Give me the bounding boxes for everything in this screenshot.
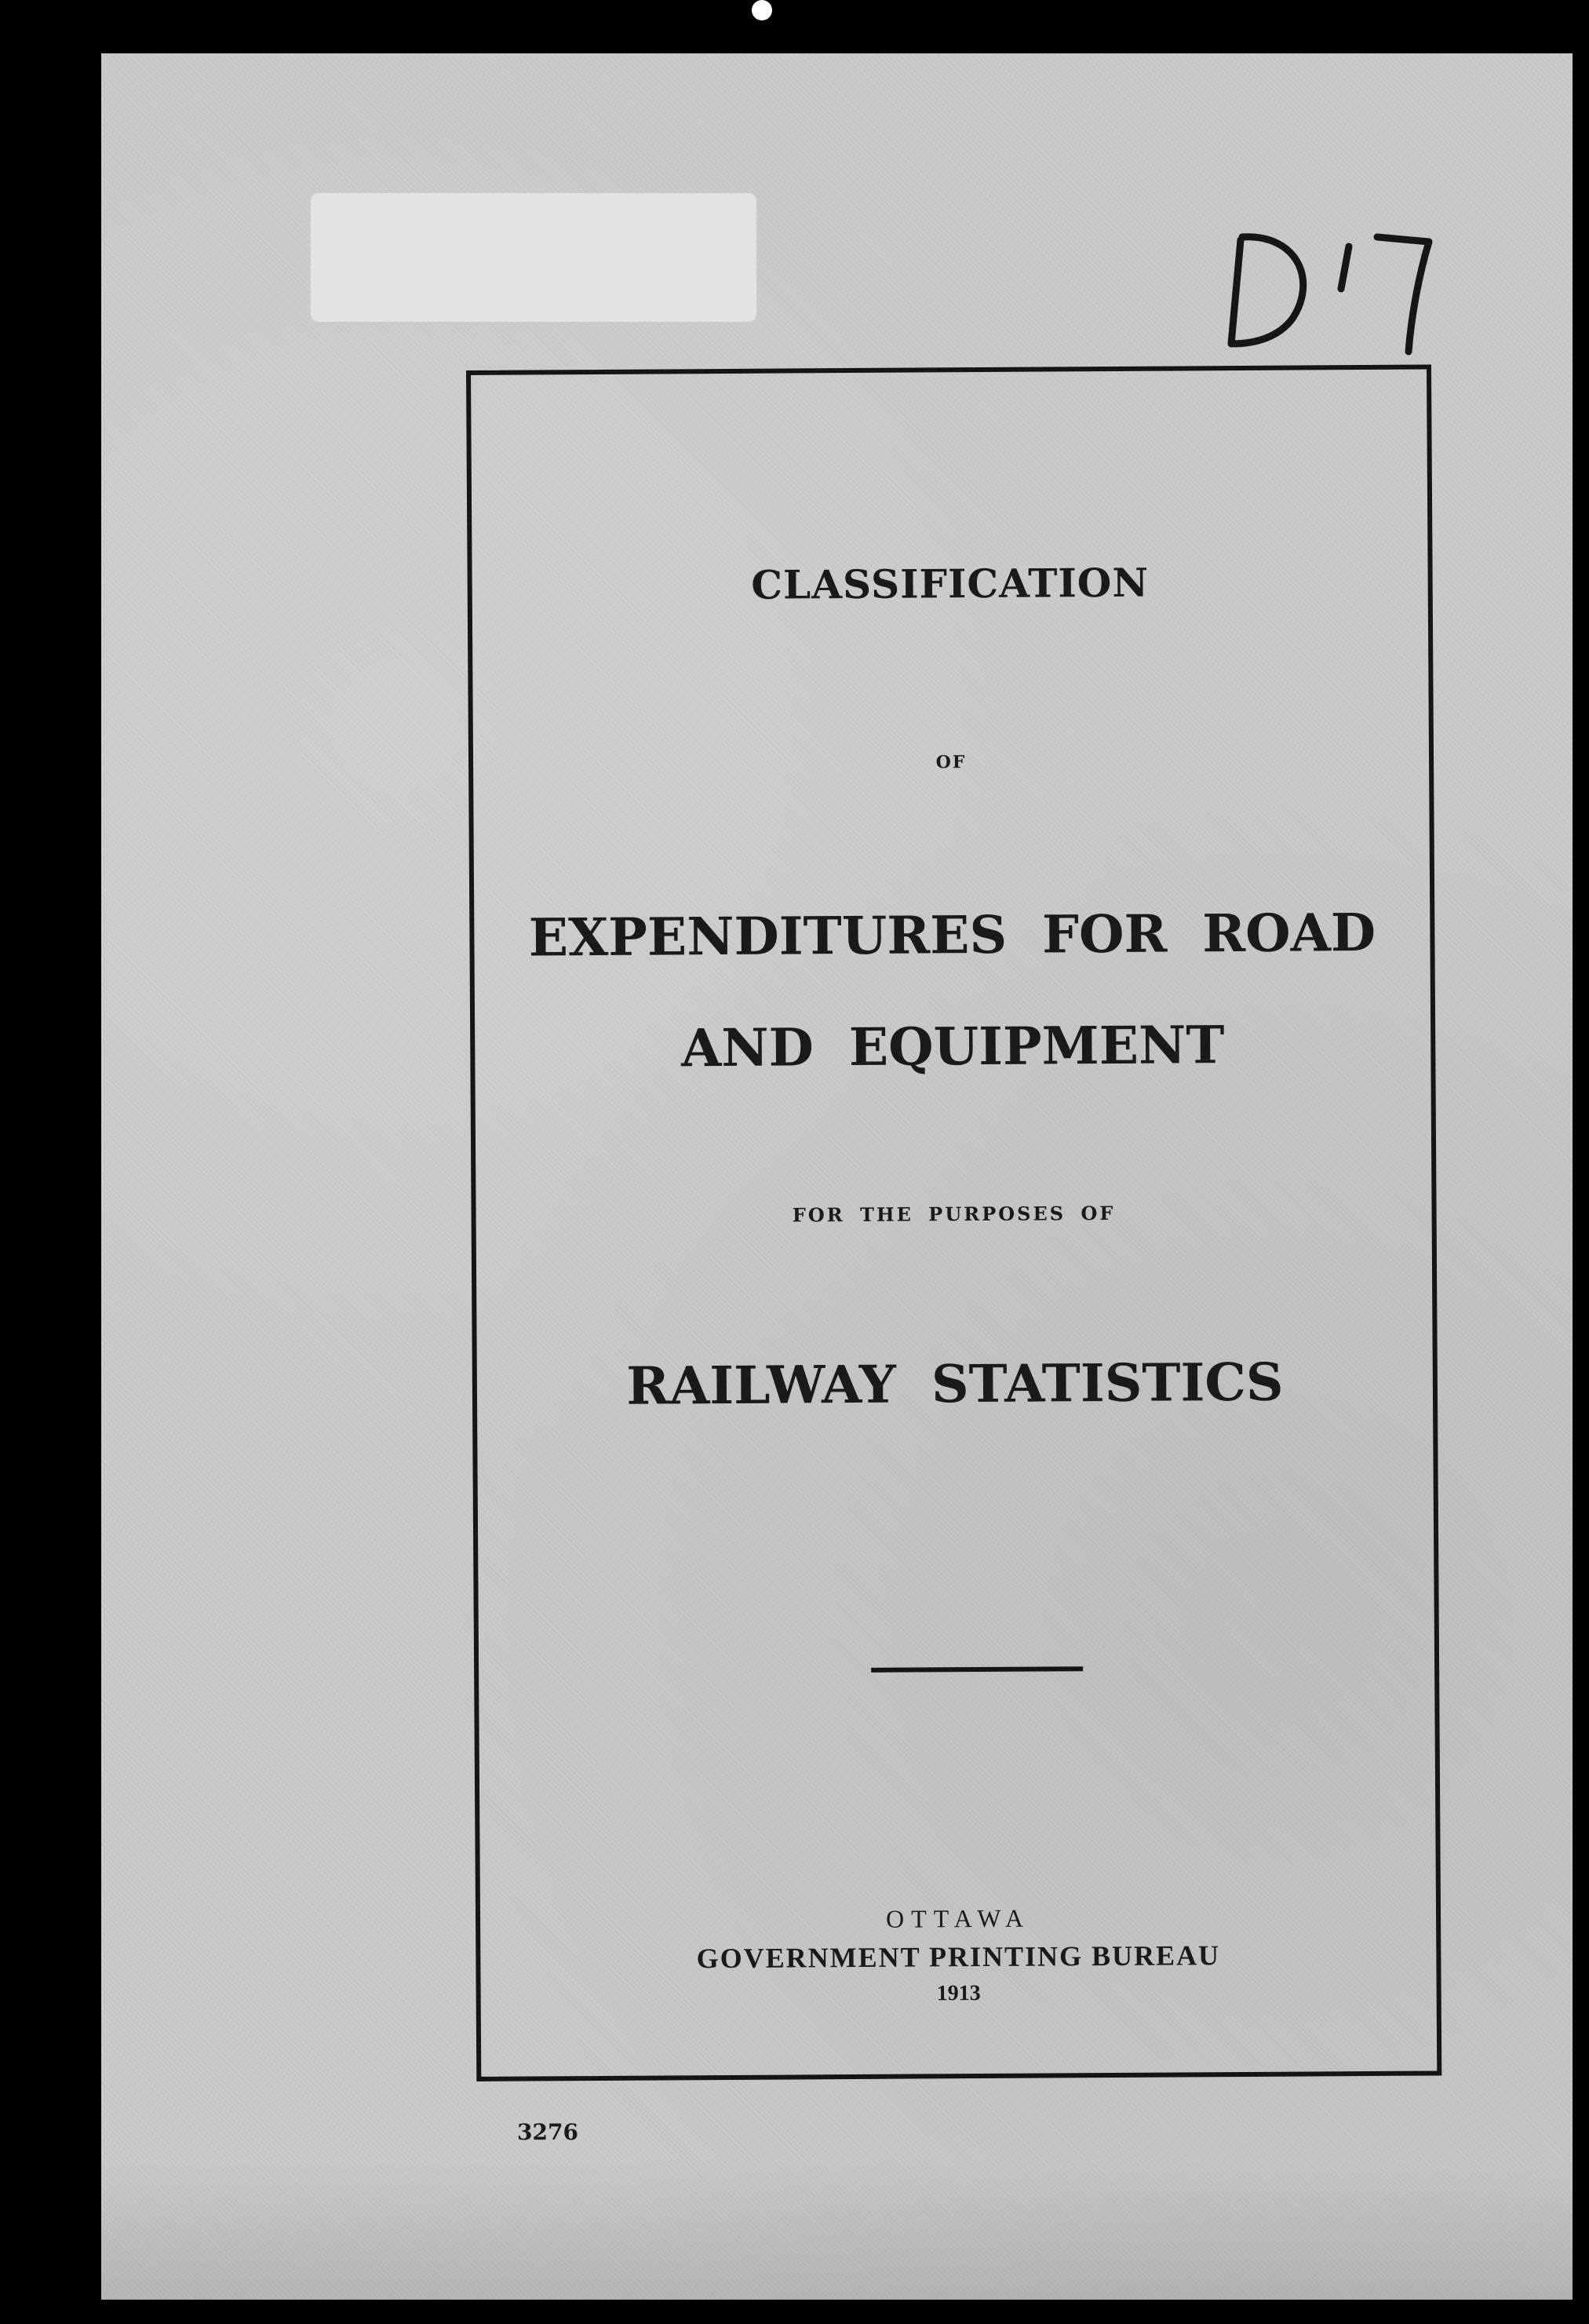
label-patch bbox=[311, 193, 756, 322]
document-sheet bbox=[101, 53, 1573, 2300]
handwritten-mark bbox=[1223, 218, 1443, 359]
title-railway-statistics: RAILWAY STATISTICS bbox=[625, 1351, 1284, 1417]
scan-speck bbox=[752, 0, 772, 20]
imprint-city: OTTAWA bbox=[885, 1903, 1031, 1933]
title-classification: CLASSIFICATION bbox=[751, 559, 1150, 608]
divider-rule bbox=[871, 1666, 1083, 1673]
main-title-line-1: EXPENDITURES FOR ROAD bbox=[528, 901, 1376, 969]
catalog-number: 3276 bbox=[517, 2119, 578, 2145]
imprint-year: 1913 bbox=[936, 1981, 981, 2006]
main-title-line-2: AND EQUIPMENT bbox=[680, 1014, 1225, 1079]
title-of: OF bbox=[935, 752, 967, 773]
title-purposes: FOR THE PURPOSES OF bbox=[792, 1201, 1116, 1227]
paper-shadow bbox=[101, 2158, 1573, 2300]
imprint-publisher: GOVERNMENT PRINTING BUREAU bbox=[696, 1939, 1221, 1975]
title-frame bbox=[466, 364, 1441, 2081]
